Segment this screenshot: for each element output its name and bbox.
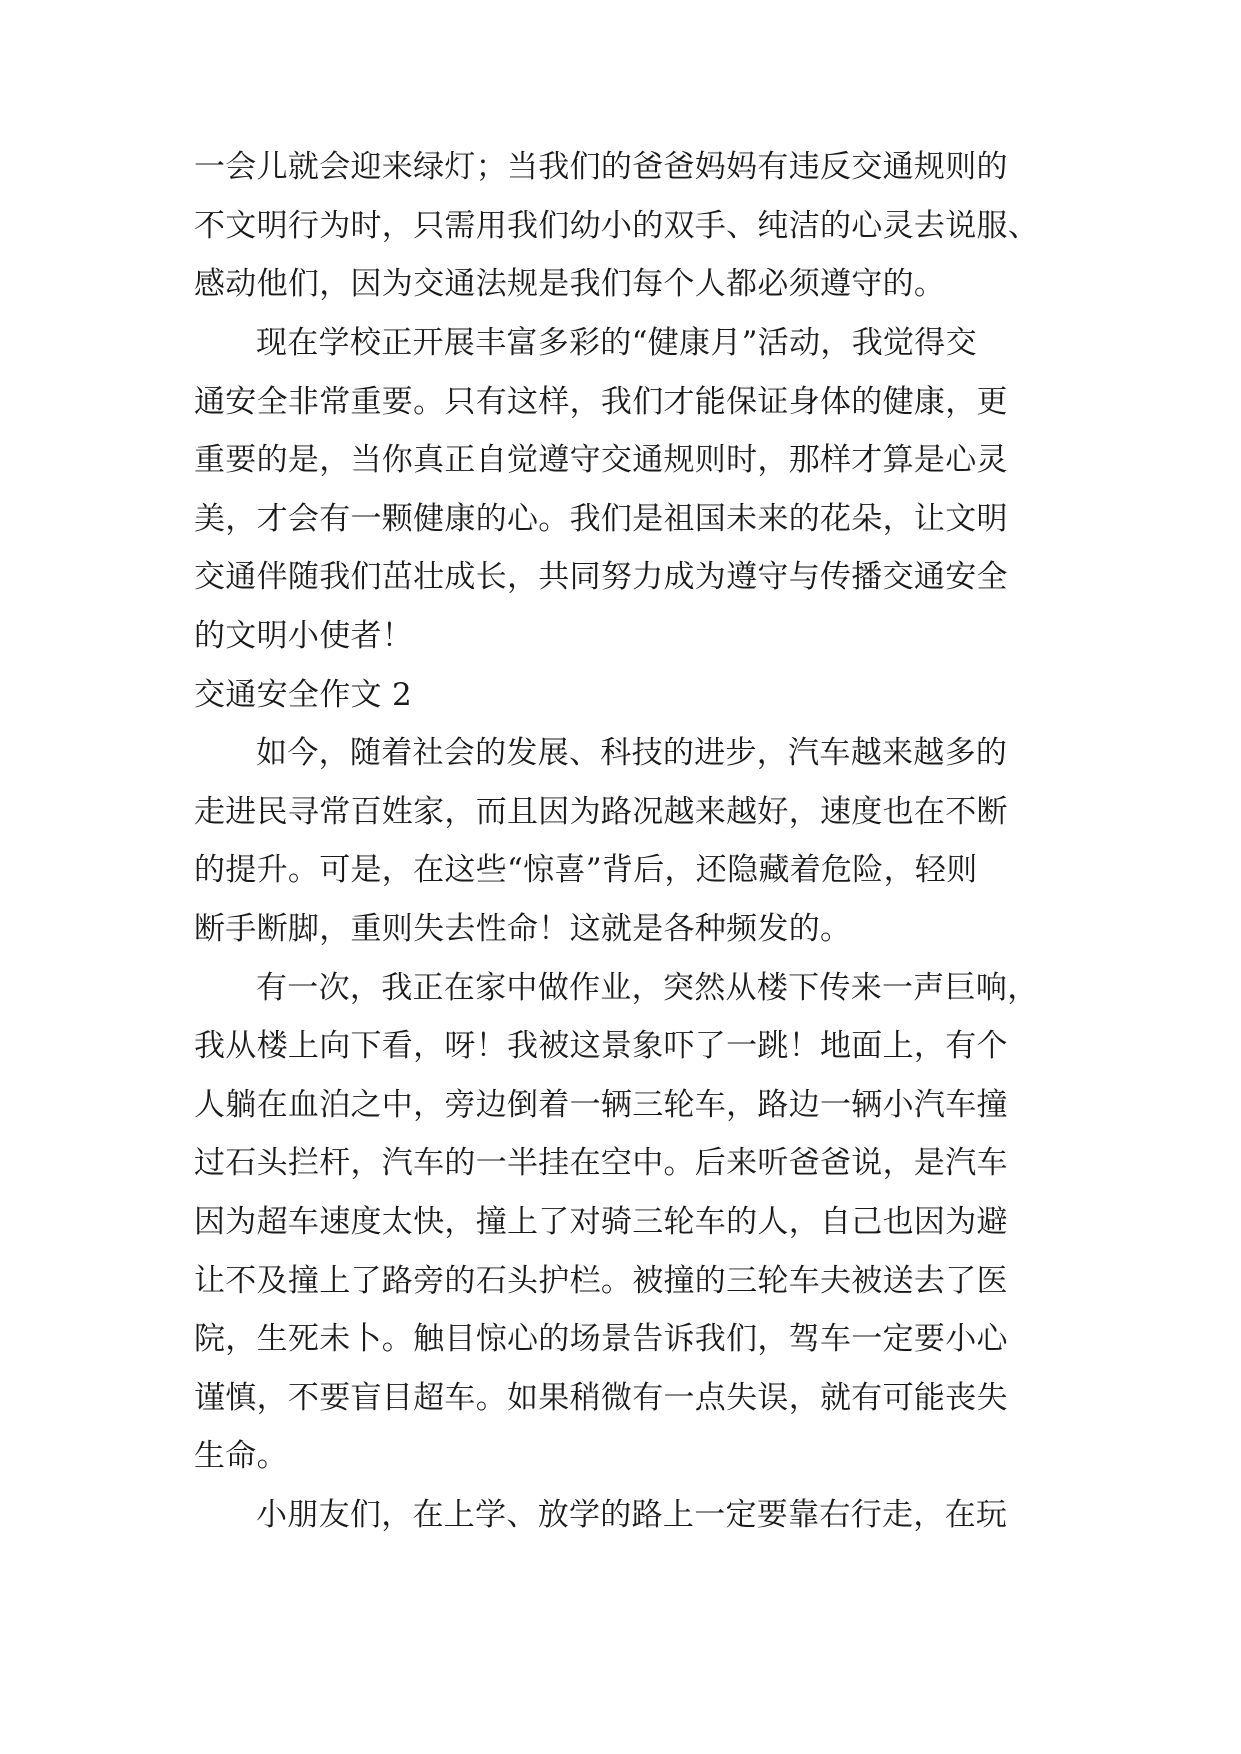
text-line: 一会儿就会迎来绿灯；当我们的爸爸妈妈有违反交通规则的 bbox=[194, 149, 1008, 185]
text-line: 让不及撞上了路旁的石头护栏。被撞的三轮车夫被送去了医 bbox=[194, 1263, 1008, 1299]
text-line: 过石头拦杆，汽车的一半挂在空中。后来听爸爸说，是汽车 bbox=[194, 1145, 1008, 1181]
text-line: 断手断脚，重则失去性命！这就是各种频发的。 bbox=[194, 911, 852, 947]
text-line: 通安全非常重要。只有这样，我们才能保证身体的健康，更 bbox=[194, 384, 1008, 420]
text-line: 交通伴随我们茁壮成长，共同努力成为遵守与传播交通安全 bbox=[194, 559, 1008, 595]
section-heading: 交通安全作文 2 bbox=[194, 677, 412, 713]
text-line: 谨慎，不要盲目超车。如果稍微有一点失误，就有可能丧失 bbox=[194, 1380, 1008, 1416]
paragraph-first-line: 有一次，我正在家中做作业，突然从楼下传来一声巨响， bbox=[256, 970, 1039, 1006]
text-line: 因为超车速度太快，撞上了对骑三轮车的人，自己也因为避 bbox=[194, 1204, 1008, 1240]
text-line: 的提升。可是，在这些“惊喜”背后，还隐藏着危险，轻则 bbox=[194, 852, 978, 888]
paragraph-first-line: 小朋友们，在上学、放学的路上一定要靠右行走，在玩 bbox=[256, 1497, 1008, 1533]
text-line: 生命。 bbox=[194, 1438, 288, 1474]
paragraph-first-line: 现在学校正开展丰富多彩的“健康月”活动，我觉得交 bbox=[256, 325, 977, 361]
text-line: 我从楼上向下看，呀！我被这景象吓了一跳！地面上，有个 bbox=[194, 1028, 1008, 1064]
text-line: 的文明小使者！ bbox=[194, 618, 414, 654]
text-line: 感动他们，因为交通法规是我们每个人都必须遵守的。 bbox=[194, 266, 946, 302]
text-line: 走进民寻常百姓家，而且因为路况越来越好，速度也在不断 bbox=[194, 794, 1008, 830]
text-line: 人躺在血泊之中，旁边倒着一辆三轮车，路边一辆小汽车撞 bbox=[194, 1087, 1008, 1123]
text-line: 院，生死未卜。触目惊心的场景告诉我们，驾车一定要小心 bbox=[194, 1321, 1008, 1357]
text-line: 重要的是，当你真正自觉遵守交通规则时，那样才算是心灵 bbox=[194, 442, 1008, 478]
text-line: 美，才会有一颗健康的心。我们是祖国未来的花朵，让文明 bbox=[194, 501, 1008, 537]
text-line: 不文明行为时，只需用我们幼小的双手、纯洁的心灵去说服、 bbox=[194, 208, 1040, 244]
paragraph-first-line: 如今，随着社会的发展、科技的进步，汽车越来越多的 bbox=[256, 735, 1008, 771]
